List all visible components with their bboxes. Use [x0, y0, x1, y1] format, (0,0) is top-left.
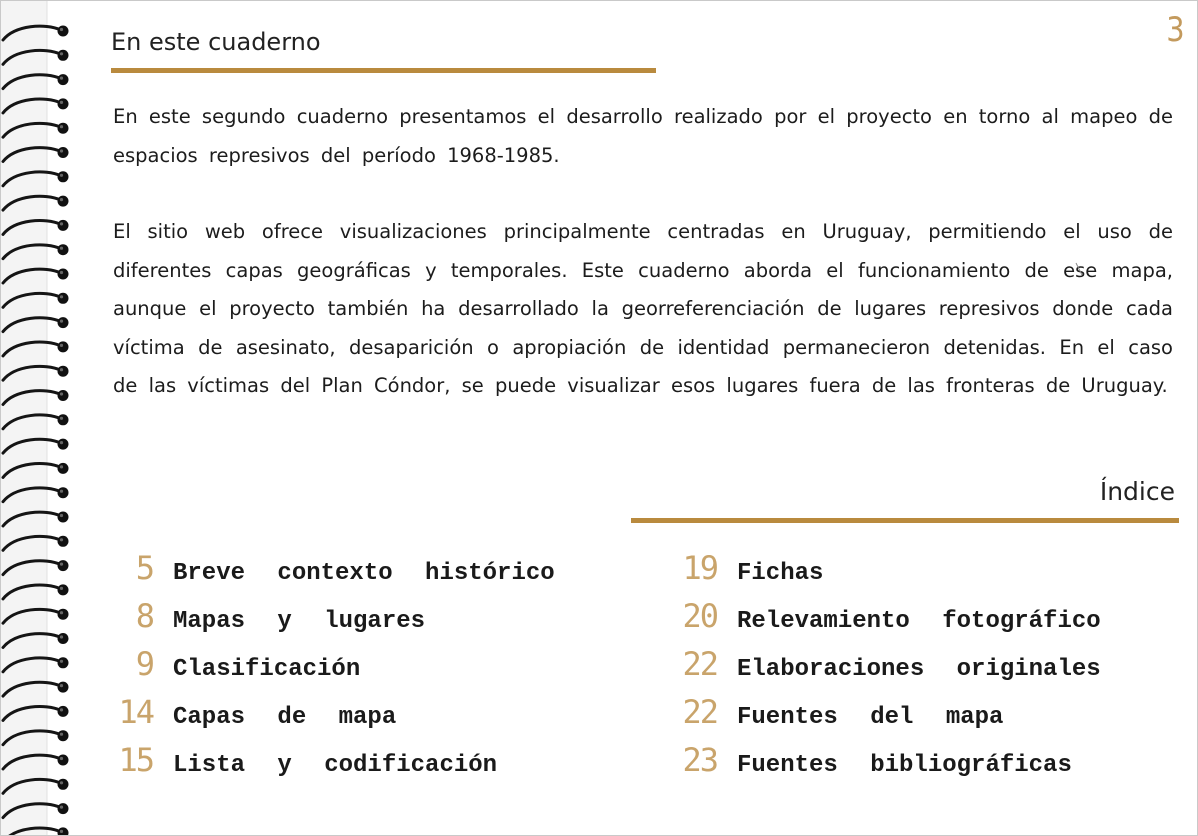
toc-page-number: 8: [135, 597, 153, 635]
toc-page-number: 20: [682, 597, 717, 635]
toc-label: Fuentes bibliográficas: [737, 752, 1072, 779]
toc-item[interactable]: [105, 741, 555, 789]
toc-item[interactable]: [105, 693, 555, 741]
toc-page-number: 5: [135, 549, 153, 587]
toc-label: Lista y codificación: [173, 752, 498, 779]
toc-label: Mapas y lugares: [173, 608, 426, 635]
toc-item[interactable]: [669, 693, 1101, 741]
toc-label: Fichas: [737, 560, 824, 587]
toc-page-number: 14: [118, 693, 153, 731]
toc-item[interactable]: [669, 645, 1101, 693]
spiral-binding-icon: [1, 1, 81, 836]
title-underline: [111, 68, 656, 73]
page-number: 3: [1166, 10, 1185, 50]
toc-label: Fuentes del mapa: [737, 704, 1004, 731]
index-title: Índice: [1099, 477, 1175, 506]
toc-item[interactable]: [669, 741, 1101, 789]
toc-item[interactable]: [105, 597, 555, 645]
toc-page-number: 23: [682, 741, 717, 779]
table-of-contents-right: [669, 549, 1101, 789]
toc-item[interactable]: [669, 549, 1101, 597]
table-of-contents-left: [105, 549, 555, 789]
index-underline: [631, 518, 1179, 523]
toc-label: Clasificación: [173, 656, 361, 683]
toc-label: Breve contexto histórico: [173, 560, 555, 587]
intro-paragraph: En este segundo cuaderno presentamos el desarrollo realizado por el proyecto en torno al mapeo de espacios represivos del período 1968-1985.: [113, 105, 1173, 167]
toc-page-number: 22: [682, 645, 717, 683]
ink-mark-icon: [1074, 262, 1084, 276]
toc-item[interactable]: [669, 597, 1101, 645]
toc-item[interactable]: [105, 645, 555, 693]
toc-page-number: 15: [118, 741, 153, 779]
section-title: En este cuaderno: [111, 28, 321, 56]
toc-page-number: 19: [682, 549, 717, 587]
toc-page-number: 22: [682, 693, 717, 731]
description-paragraph: El sitio web ofrece visualizaciones principalmente centradas en Uruguay, permitiendo el uso de diferentes capas geográficas y temporales. Este cuaderno aborda el funcionamiento de ese mapa, aunque el proyecto también ha desarrollado la georreferenciación de lugares represivos donde cada víctima de asesinato, desaparición o apropiación de identidad permanecieron detenidas. En el caso de las víctimas del Plan Cóndor, se puede visualizar esos lugares fuera de las fronteras de Uruguay.: [113, 220, 1173, 397]
toc-item[interactable]: [105, 549, 555, 597]
toc-label: Capas de mapa: [173, 704, 397, 731]
toc-label: Relevamiento fotográfico: [737, 608, 1101, 635]
toc-page-number: 9: [135, 645, 153, 683]
toc-label: Elaboraciones originales: [737, 656, 1101, 683]
